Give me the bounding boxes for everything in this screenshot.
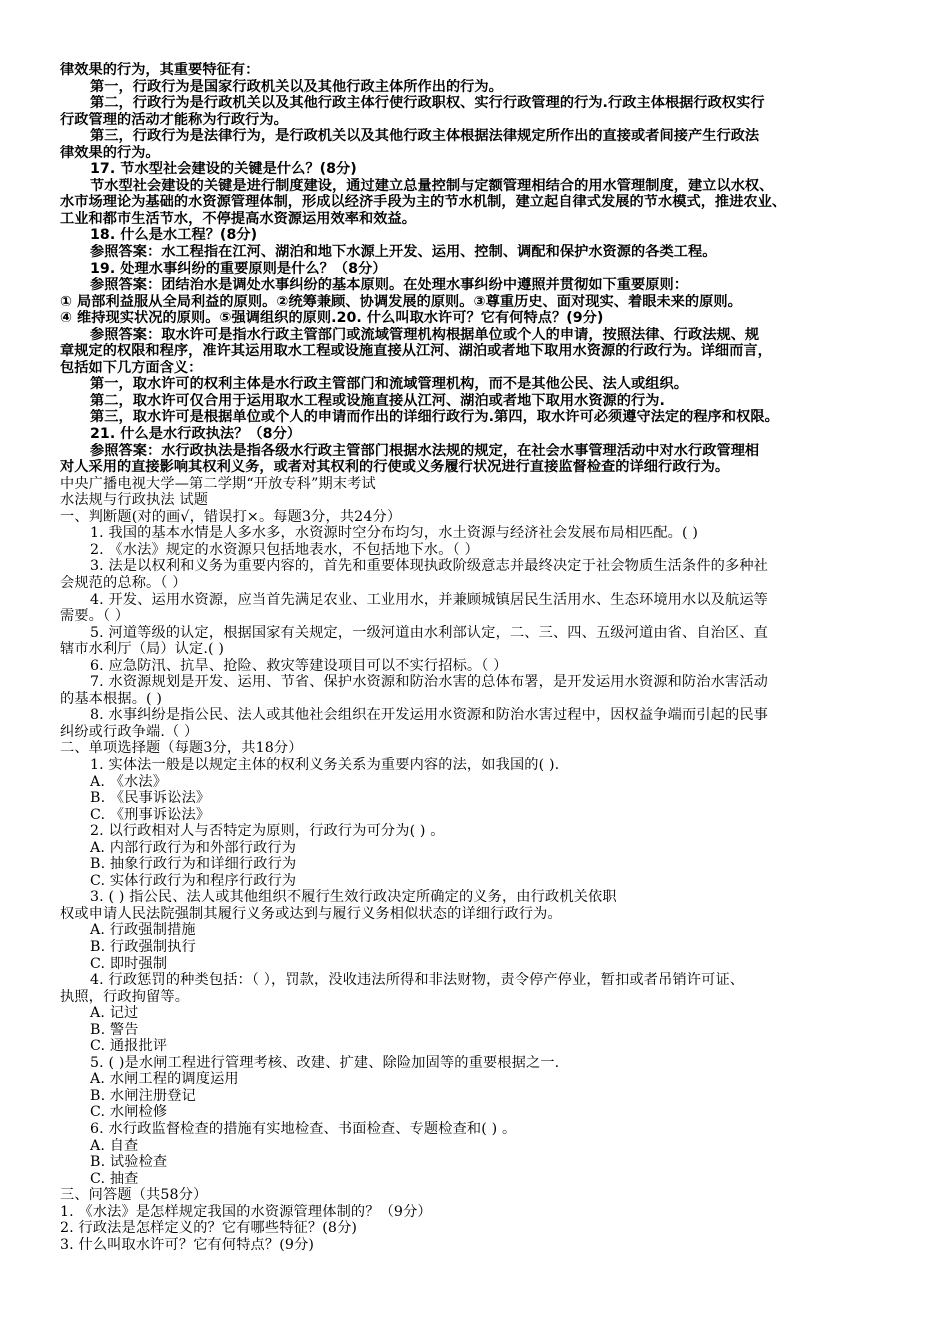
option-line: B. 警告 — [90, 1021, 139, 1038]
answer-line: 第一，行政行为是国家行政机关以及其他行政主体所作出的行为。 — [90, 78, 503, 95]
document-page — [60, 62, 896, 1253]
answer-line: 参照答案：水工程指在江河、湖泊和地下水源上开发、运用、控制、调配和保护水资源的各类工程。 — [90, 244, 717, 261]
exam-line: 2. 行政法是怎样定义的？它有哪些特征？(8分) — [60, 1220, 358, 1237]
exam-line: 3. ( ) 指公民、法人或其他组织不履行生效行政决定所确定的义务，由行政机关依职 — [90, 889, 617, 906]
answer-line: 工业和都市生活节水，不停提高水资源运用效率和效益。 — [60, 210, 416, 227]
option-line: B. 水闸注册登记 — [90, 1087, 196, 1104]
section-heading: 二、单项选择题（每题3分，共18分） — [60, 740, 303, 757]
option-line: C. 抽查 — [90, 1170, 139, 1187]
option-line: A. 记过 — [90, 1005, 139, 1022]
exam-line: 7. 水资源规划是开发、运用、节省、保护水资源和防治水害的总体布署，是开发运用水资源和防治水害活动 — [90, 674, 769, 691]
section-heading: 三、问答题（共58分） — [60, 1187, 208, 1204]
answer-line: 对人采用的直接影响其权利义务，或者对其权利的行使或义务履行状况进行直接监督检查的详细行政行为。 — [60, 459, 730, 476]
option-line: B. 《民事诉讼法》 — [90, 790, 211, 807]
option-line: A. 内部行政行为和外部行政行为 — [90, 839, 297, 856]
exam-line: 5. ( )是水闸工程进行管理考核、改建、扩建、除险加固等的重要根据之一. — [90, 1054, 560, 1071]
option-line: B. 行政强制执行 — [90, 938, 196, 955]
exam-line: 1. 我国的基本水情是人多水多，水资源时空分布均匀，水土资源与经济社会发展布局相匹配。( ) — [90, 525, 699, 542]
question-heading: 18. 什么是水工程？(8分) — [90, 227, 258, 244]
exam-line: 6. 应急防汛、抗旱、抢险、救灾等建设项目可以不实行招标。（ ） — [90, 657, 508, 674]
exam-title: 中央广播电视大学—第二学期“开放专科”期末考试 — [60, 475, 376, 492]
option-line: B. 抽象行政行为和详细行政行为 — [90, 856, 297, 873]
exam-section — [60, 476, 896, 1254]
exam-line: 5. 河道等级的认定，根据国家有关规定，一级河道由水利部认定，二、三、四、五级河道由省、自治区、直 — [90, 624, 769, 641]
option-line: C. 实体行政行为和程序行政行为 — [90, 872, 297, 889]
answer-line: 第一，取水许可的权利主体是水行政主管部门和流域管理机构，而不是其他公民、法人或组织。 — [90, 376, 688, 393]
exam-line: 6. 水行政监督检查的措施有实地检查、书面检查、专题检查和( ) 。 — [90, 1121, 517, 1137]
answer-line: 律效果的行为，其重要特征有： — [60, 62, 260, 78]
answer-line: 包括如下几方面含义： — [60, 359, 203, 376]
question-heading: 19. 处理水事纠纷的重要原则是什么？（8分） — [90, 260, 387, 277]
option-line: A. 自查 — [90, 1137, 139, 1154]
option-line: C. 通报批评 — [90, 1038, 168, 1055]
answer-line: 节水型社会建设的关键是进行制度建设，通过建立总量控制与定额管理相结合的用水管理制度，建立以水权、 — [90, 177, 774, 194]
option-line: C. 水闸检修 — [90, 1104, 168, 1121]
answer-line: 水市场理论为基础的水资源管理体制，形成以经济手段为主的节水机制，建立起自律式发展的节水模式，推进农业、 — [60, 194, 787, 211]
exam-line: 4. 开发、运用水资源，应当首先满足农业、工业用水，并兼顾城镇居民生活用水、生态环境用水以及航运等 — [90, 591, 769, 608]
exam-line: 4. 行政惩罚的种类包括：（ ），罚款，没收违法所得和非法财物，责令停产停业，暂扣或者吊销许可证、 — [90, 972, 745, 989]
option-line: A. 《水法》 — [90, 773, 168, 790]
exam-line: 辖市水利厅（局）认定.( ) — [60, 641, 225, 658]
exam-line: 需要。（ ） — [60, 608, 130, 625]
exam-line: 3. 法是以权利和义务为重要内容的，首先和重要体现执政阶级意志并最终决定于社会物质生活条件的多种社 — [90, 558, 769, 575]
exam-line: 的基本根据。( ) — [60, 690, 163, 707]
question-heading: 17. 节水型社会建设的关键是什么？(8分) — [90, 161, 357, 178]
exam-line: 1. 《水法》是怎样规定我国的水资源管理体制的？（9分） — [60, 1203, 432, 1220]
option-line: A. 行政强制措施 — [90, 922, 196, 939]
exam-line: 纠纷或行政争端.（ ） — [60, 723, 199, 740]
answer-line: 第三，行政行为是法律行为，是行政机关以及其他行政主体根据法律规定所作出的直接或者间接产生行政法 — [90, 128, 760, 145]
option-line: C. 即时强制 — [90, 955, 168, 972]
exam-line: 执照，行政拘留等。 — [60, 988, 190, 1005]
option-line: A. 水闸工程的调度运用 — [90, 1071, 239, 1088]
exam-line: 8. 水事纠纷是指公民、法人或其他社会组织在开发运用水资源和防治水害过程中，因权益争端而引起的民事 — [90, 707, 769, 724]
answer-line: 参照答案：团结治水是调处水事纠纷的基本原则。在处理水事纠纷中遵照并贯彻如下重要原则： — [90, 277, 688, 294]
answer-line: 律效果的行为。 — [60, 144, 160, 161]
answer-line: 参照答案：取水许可是指水行政主管部门或流域管理机构根据单位或个人的申请，按照法律、行政法规、规 — [90, 326, 760, 343]
exam-line: 1. 实体法一般是以规定主体的权利义务关系为重要内容的法，如我国的( ). — [90, 756, 560, 773]
answer-line: 第二，取水许可仅合用于运用取水工程或设施直接从江河、湖泊或者地下取用水资源的行为. — [90, 392, 665, 409]
exam-subject: 水法规与行政执法 试题 — [60, 492, 209, 509]
answer-line: 第二，行政行为是行政机关以及其他行政主体行使行政职权、实行行政管理的行为.行政主体根据行政权实行 — [90, 95, 765, 112]
answer-line: 行政管理的活动才能称为行政行为。 — [60, 111, 288, 128]
exam-line: 权或申请人民法院强制其履行义务或达到与履行义务相似状态的详细行政行为。 — [60, 905, 562, 922]
option-line: C. 《刑事诉讼法》 — [90, 806, 211, 823]
exam-line: 3. 什么叫取水许可？它有何特点？(9分) — [60, 1236, 315, 1253]
answer-line: 章规定的权限和程序，准许其运用取水工程或设施直接从江河、湖泊或者地下取用水资源的行政行为。详细而言， — [60, 343, 772, 360]
exam-line: 会规范的总称。（ ） — [60, 574, 187, 591]
exam-line: 2. 以行政相对人与否特定为原则，行政行为可分为( ) 。 — [90, 823, 445, 840]
exam-line: 2. 《水法》规定的水资源只包括地表水，不包括地下水。（ ） — [90, 541, 479, 558]
answer-line: 第三，取水许可是根据单位或个人的申请而作出的详细行政行为.第四，取水许可必须遵守法定的程序和权限。 — [90, 409, 779, 426]
answer-line: ① 局部利益服从全局利益的原则。②统筹兼顾、协调发展的原则。③尊重历史、面对现实、着眼未来的原则。 — [60, 293, 742, 310]
option-line: B. 试验检查 — [90, 1154, 168, 1171]
section-heading: 一、判断题(对的画√，错误打×。每题3分，共24分） — [60, 508, 402, 525]
answer-line: ④ 维持现实状况的原则。⑤强调组织的原则.20. 什么叫取水许可？它有何特点？(9分) — [60, 310, 604, 327]
answer-line: 参照答案：水行政执法是指各级水行政主管部门根据水法规的规定，在社会水事管理活动中对水行政管理相 — [90, 442, 760, 459]
answers-section — [60, 62, 896, 476]
question-heading: 21. 什么是水行政执法？（8分） — [90, 426, 302, 443]
